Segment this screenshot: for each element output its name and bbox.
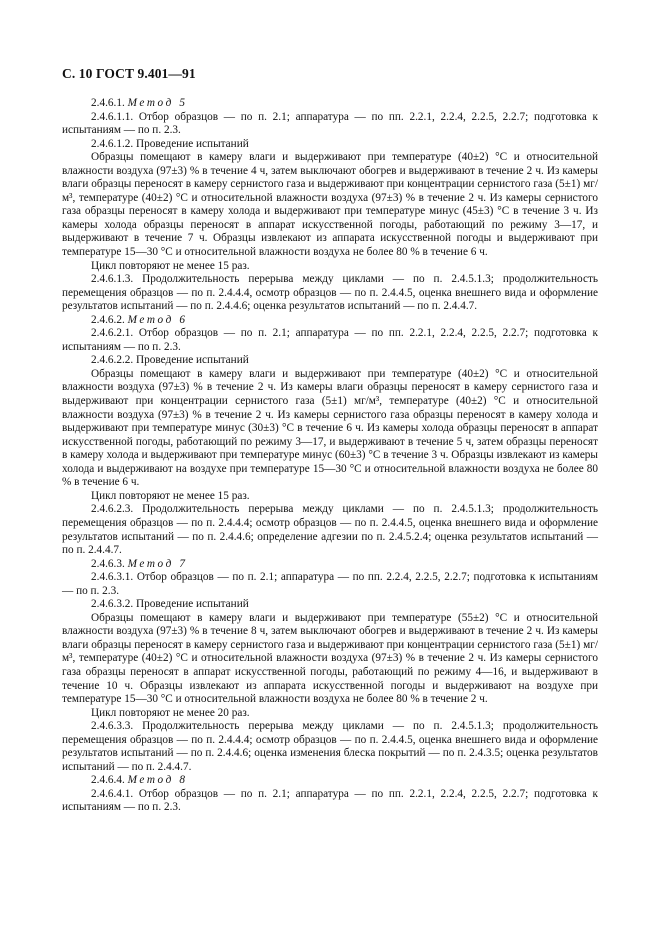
document-body [62, 97, 598, 815]
paragraph-text: Образцы помещают в камеру влаги и выдерживают при температуре (55±2) °С и относительной влажности воздуха (97±3) % в течение 8 ч, затем выключают обогрев и выдерживают в течение 2 ч. Из камеры влаги образцы переносят в камеру сернистого газа и выдерживают при концентрации сернистого газа (5±1) мг/м³, температуре (40±2) °С и относительной влажности воздуха (97±3) % в течение 2 ч. Из камеры сернистого газа образцы переносят в аппарат искусственной погоды, работающий по режиму 4—16, и выдерживают в течение 10 ч. Образцы извлекают из аппарата искусственной погоды и выдерживают на воздухе при температуре 15—30 °С и относительной влажности воздуха не более 80 % в течение 2 ч. [62, 611, 598, 706]
paragraph-number: 2.4.6.3. [91, 557, 125, 570]
paragraph-text: Продолжительность перерыва между циклами — по п. 2.4.5.1.3; продолжительность перемещения образцов — по п. 2.4.4.4, осмотр образцов — по п. 2.4.4.5, оценка внешнего вида и оформление результатов испытаний — по п. 2.4.4.6; оценка результатов испытаний — по п. 2.4.4.7. [62, 273, 598, 313]
paragraph-text: Отбор образцов — по п. 2.1; аппаратура — по пп. 2.2.1, 2.2.4, 2.2.5, 2.2.7; подготовка к испытаниям — по п. 2.3. [62, 110, 598, 137]
paragraph-number: 2.4.6.1.3. [91, 273, 134, 286]
paragraph [62, 503, 598, 557]
paragraph-text: Проведение испытаний [136, 598, 249, 611]
paragraph [62, 598, 598, 612]
paragraph [62, 260, 598, 274]
page-header: С. 10 ГОСТ 9.401—91 [62, 66, 196, 81]
paragraph [62, 138, 598, 152]
paragraph-number: 2.4.6.1.2. [91, 137, 134, 150]
paragraph-number: 2.4.6.2.1. [91, 327, 134, 340]
paragraph [62, 368, 598, 490]
section-heading [62, 314, 598, 328]
section-heading [62, 97, 598, 111]
paragraph-text: Проведение испытаний [136, 354, 249, 367]
paragraph [62, 151, 598, 259]
section-heading [62, 558, 598, 572]
paragraph-text: Отбор образцов — по п. 2.1; аппаратура — по пп. 2.2.1, 2.2.4, 2.2.5, 2.2.7; подготовка к испытаниям — по п. 2.3. [62, 327, 598, 353]
method-title: Метод 8 [127, 774, 188, 787]
paragraph [62, 111, 598, 138]
paragraph [62, 273, 598, 314]
method-title: Метод 6 [127, 313, 188, 326]
paragraph-number: 2.4.6.3.1. [91, 571, 134, 584]
paragraph-text: Образцы помещают в камеру влаги и выдерживают при температуре (40±2) °С и относительной влажности воздуха (97±3) % в течение 2 ч. Из камеры влаги образцы переносят в камеру сернистого газа и выдерживают при концентрации сернистого газа (5±1) мг/м³, температуре (40±2) °С и относительной влажности воздуха (97±3) % в течение 2 ч. Из камеры сернистого газа образцы переносят в камеру холода и выдерживают при температуре минус (30±3) °С в течение 6 ч. Из камеры холода образцы переносят в аппарат искусственной погоды, работающий по режиму 3—17, и выдерживают в течение 5 ч, затем образцы переносят в камеру холода и выдерживают при температуре минус (60±3) °С в течение 3 ч. Образцы извлекают из камеры холода и выдерживают на воздухе при температуре 15—30 °С и относительной влажности воздуха не более 80 % в течение 6 ч. [62, 367, 598, 489]
paragraph [62, 612, 598, 707]
paragraph-number: 2.4.6.2. [91, 313, 125, 326]
paragraph [62, 490, 598, 504]
paragraph-text: Образцы помещают в камеру влаги и выдерживают при температуре (40±2) °С и относительной влажности воздуха (97±3) % в течение 4 ч, затем выключают обогрев и выдерживают в течение 2 ч. Из камеры влаги образцы переносят в камеру сернистого газа и выдерживают при концентрации сернистого газа (5±1) мг/м³, температуре (40±2) °С и относительной влажности воздуха (97±3) % в течение 2 ч. Из камеры сернистого газа образцы переносят в камеру холода и выдерживают при температуре минус (45±3) °С в течение 3 ч. Из камеры холода образцы переносят в аппарат искусственной погоды, работающий по режиму 3—17, и выдерживают в течение 7 ч. Образцы извлекают из аппарата искусственной погоды и выдерживают при температуре 15—30 °С и относительной влажности воздуха не более 80 % в течение 6 ч. [62, 151, 598, 259]
paragraph-text: Отбор образцов — по п. 2.1; аппаратура — по пп. 2.2.1, 2.2.4, 2.2.5, 2.2.7; подготовка к испытаниям — по п. 2.3. [62, 787, 598, 814]
paragraph-number: 2.4.6.1. [91, 97, 125, 109]
paragraph [62, 788, 598, 815]
paragraph-text: Проведение испытаний [136, 137, 249, 150]
paragraph-text: Цикл повторяют не менее 15 раз. [91, 489, 250, 502]
paragraph [62, 720, 598, 774]
method-title: Метод 7 [127, 557, 188, 570]
paragraph-number: 2.4.6.4. [91, 774, 125, 787]
paragraph-number: 2.4.6.2.3. [91, 503, 134, 516]
paragraph-number: 2.4.6.3.2. [91, 598, 134, 611]
paragraph [62, 354, 598, 368]
paragraph-text: Продолжительность перерыва между циклами — по п. 2.4.5.1.3; продолжительность перемещения образцов — по п. 2.4.4.4; осмотр образцов — по п. 2.4.4.5, оценка внешнего вида и оформление результатов испытаний — по п. 2.4.4.6; определение адгезии по п. 2.4.5.2.4; оценка результатов испытаний — по п. 2.4.4.7. [62, 503, 598, 557]
method-title: Метод 5 [127, 97, 188, 109]
paragraph-text: Цикл повторяют не менее 20 раз. [91, 706, 250, 719]
section-heading [62, 774, 598, 788]
paragraph-number: 2.4.6.3.3. [91, 720, 134, 733]
paragraph-number: 2.4.6.2.2. [91, 354, 134, 367]
paragraph [62, 707, 598, 721]
paragraph [62, 327, 598, 354]
paragraph-number: 2.4.6.4.1. [91, 787, 134, 800]
paragraph-text: Продолжительность перерыва между циклами — по п. 2.4.5.1.3; продолжительность перемещения образцов — по п. 2.4.4.4; осмотр образцов — по п. 2.4.4.5, оценка внешнего вида и оформление результатов испытаний — по п. 2.4.4.6; оценка изменения блеска покрытий — по п. 2.4.3.5; оценка результатов испытаний — по п. 2.4.4.7. [62, 720, 598, 773]
paragraph-text: Цикл повторяют не менее 15 раз. [91, 259, 250, 272]
paragraph [62, 571, 598, 598]
paragraph-number: 2.4.6.1.1. [91, 110, 134, 123]
paragraph-text: Отбор образцов — по п. 2.1; аппаратура — по пп. 2.2.4, 2.2.5, 2.2.7; подготовка к испытаниям — по п. 2.3. [62, 571, 598, 597]
